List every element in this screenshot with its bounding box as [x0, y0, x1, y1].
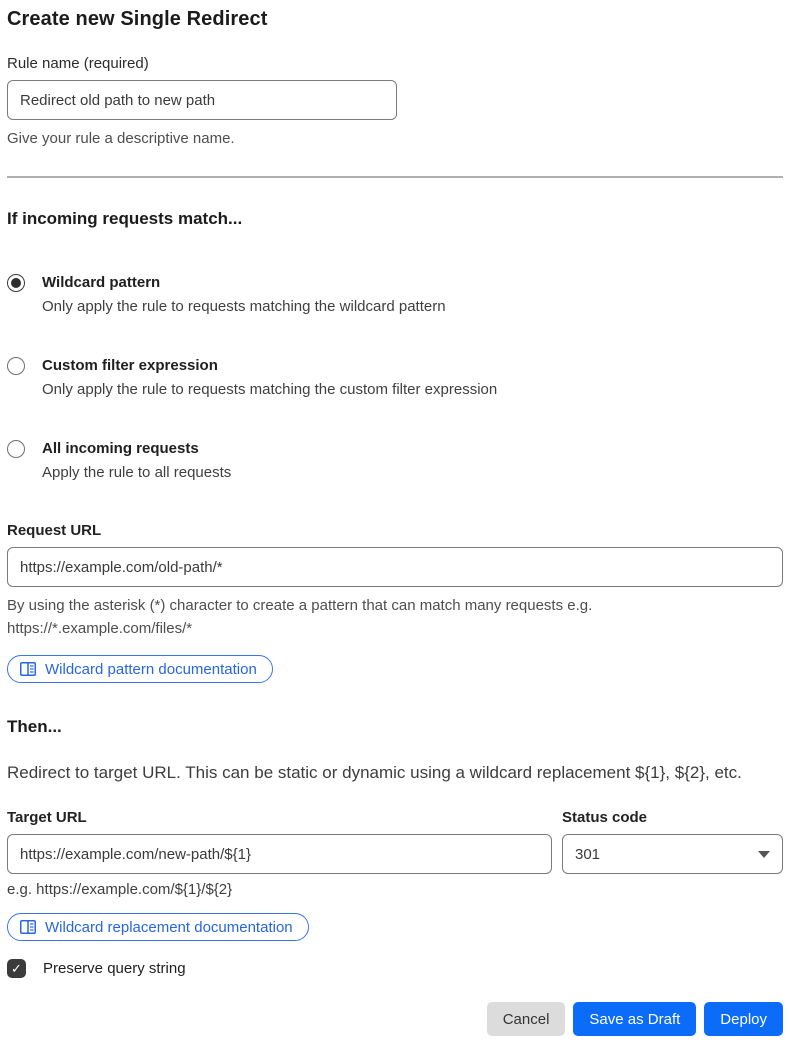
- deploy-button[interactable]: Deploy: [704, 1002, 783, 1036]
- status-code-select[interactable]: [562, 834, 783, 874]
- radio-desc-wildcard-pattern: Only apply the rule to requests matching the wildcard pattern: [42, 298, 446, 315]
- radio-option-all-requests[interactable]: [7, 439, 783, 482]
- request-url-help: [7, 594, 783, 640]
- wildcard-replacement-doc-button[interactable]: [7, 913, 309, 941]
- section-divider: [7, 176, 783, 178]
- book-icon: [20, 662, 36, 676]
- radio-desc-custom-filter: Only apply the rule to requests matching the custom filter expression: [42, 381, 498, 398]
- radio-label-wildcard-pattern[interactable]: Wildcard pattern: [42, 274, 161, 291]
- wildcard-pattern-doc-button[interactable]: [7, 655, 273, 683]
- request-url-input[interactable]: [7, 547, 783, 587]
- match-section-heading: If incoming requests match...: [7, 209, 243, 228]
- request-url-field-group: [7, 522, 783, 640]
- target-status-row: [7, 809, 783, 898]
- rule-name-help: Give your rule a descriptive name.: [7, 130, 235, 147]
- status-code-label: Status code: [562, 809, 648, 826]
- radio-option-wildcard-pattern[interactable]: [7, 273, 783, 316]
- book-icon: [20, 920, 36, 934]
- wildcard-replacement-doc-label: Wildcard replacement documentation: [45, 918, 293, 936]
- radio-label-custom-filter[interactable]: Custom filter expression: [42, 357, 218, 374]
- target-url-field-group: [7, 809, 552, 898]
- cancel-button[interactable]: Cancel: [487, 1002, 566, 1036]
- status-code-field-group: [562, 809, 783, 898]
- radio-wildcard-pattern[interactable]: [7, 274, 25, 292]
- preserve-query-row[interactable]: [7, 959, 783, 978]
- radio-option-custom-filter[interactable]: [7, 356, 783, 399]
- wildcard-pattern-doc-label: Wildcard pattern documentation: [45, 660, 257, 678]
- target-url-help: e.g. https://example.com/${1}/${2}: [7, 881, 233, 898]
- rule-name-label: Rule name (required): [7, 55, 149, 72]
- radio-label-all-requests[interactable]: All incoming requests: [42, 440, 199, 457]
- preserve-query-label[interactable]: Preserve query string: [43, 960, 186, 977]
- request-url-label: Request URL: [7, 522, 102, 539]
- preserve-query-checkbox[interactable]: ✓: [7, 959, 26, 978]
- request-url-help-line1: By using the asterisk (*) character to create a pattern that can match many requests e.g.: [7, 597, 593, 614]
- rule-name-field-group: [7, 55, 783, 150]
- request-url-help-line2: https://*.example.com/files/*: [7, 620, 193, 637]
- radio-custom-filter[interactable]: [7, 357, 25, 375]
- page-title: Create new Single Redirect: [7, 8, 268, 30]
- target-url-input[interactable]: [7, 834, 552, 874]
- radio-desc-all-requests: Apply the rule to all requests: [42, 464, 232, 481]
- status-code-value: 301: [575, 845, 601, 863]
- then-section-heading: Then...: [7, 717, 62, 736]
- save-as-draft-button[interactable]: Save as Draft: [573, 1002, 696, 1036]
- footer-actions: [7, 1002, 783, 1036]
- target-url-label: Target URL: [7, 809, 87, 826]
- radio-all-requests[interactable]: [7, 440, 25, 458]
- chevron-down-icon: [758, 851, 770, 858]
- then-description: Redirect to target URL. This can be static or dynamic using a wildcard replacement ${1}, ${2}, etc.: [7, 763, 742, 782]
- rule-name-input[interactable]: [7, 80, 397, 120]
